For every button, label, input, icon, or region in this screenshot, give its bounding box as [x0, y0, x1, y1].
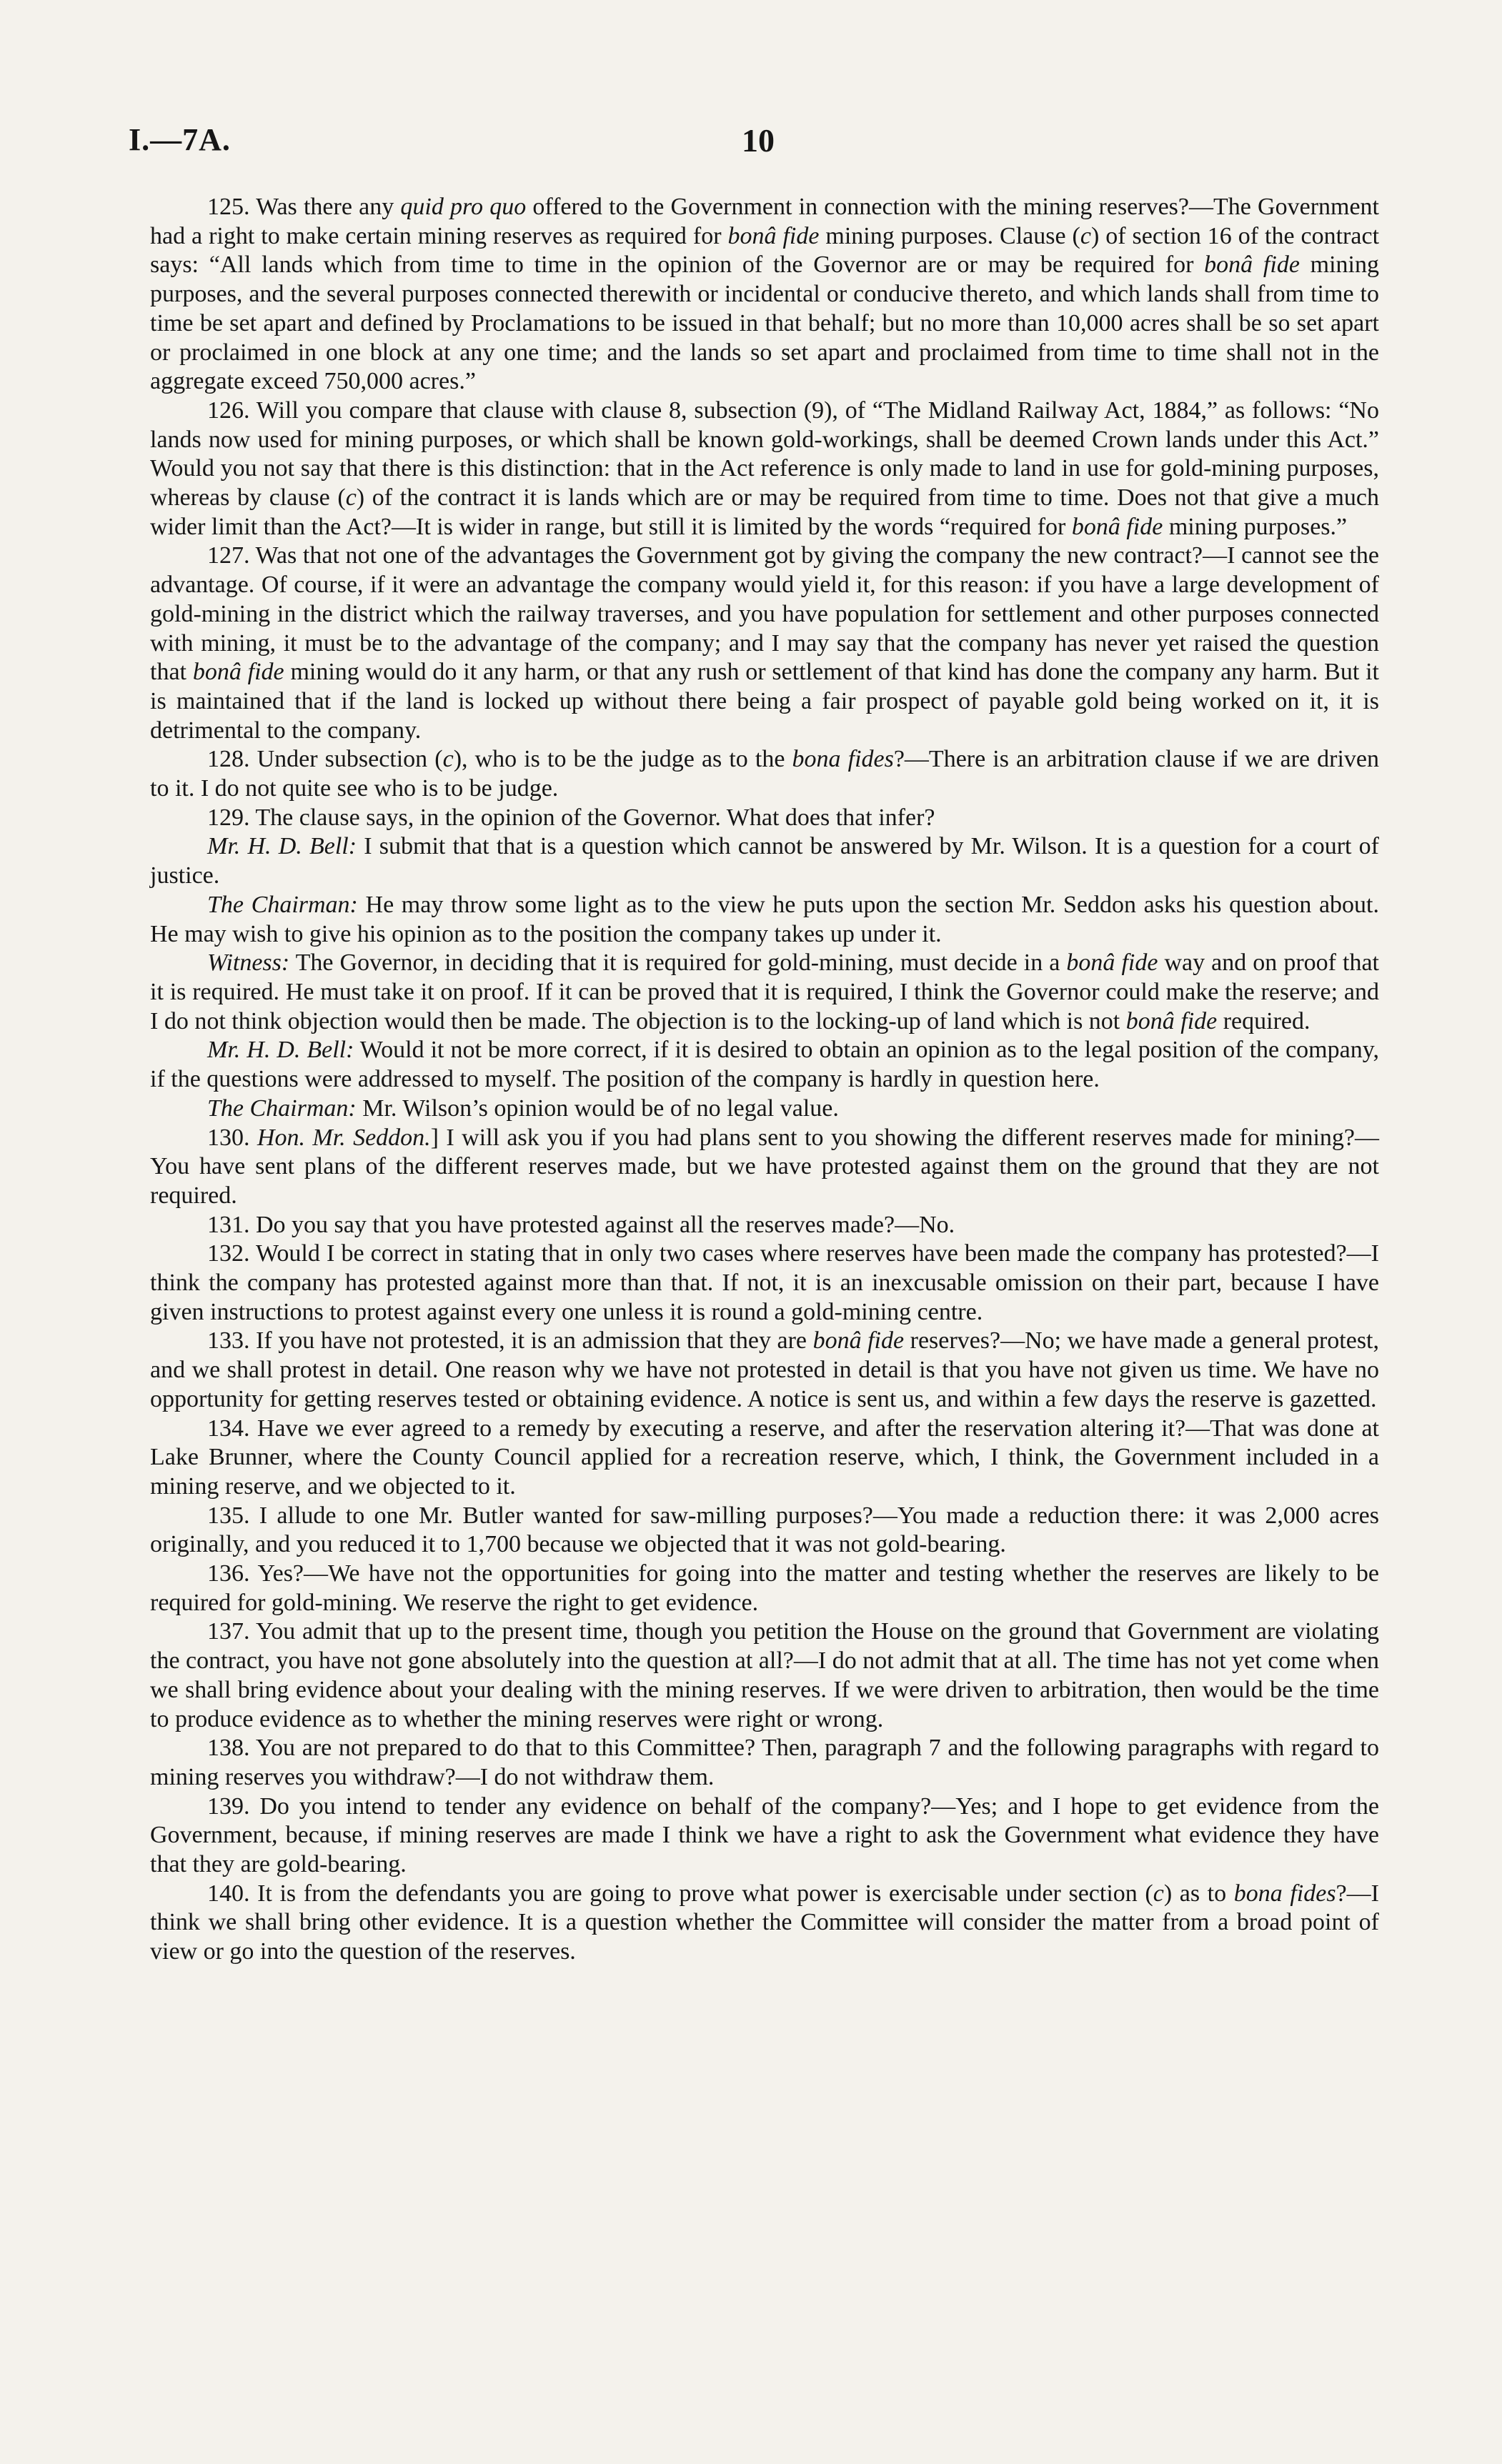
- paragraph-text: 133. If you have not protested, it is an admission that they are: [207, 1327, 813, 1355]
- paragraph: [150, 832, 1379, 890]
- paragraph-text: reserves?—No; we have made a general protest, and we shall protest in detail. One reason why we have not protested in detail is that you have not given us time. We have no opportunity for getting reserves tested or obtaining evidence. A notice is sent us, and within a few days the reserve is gazetted.: [150, 1327, 1380, 1412]
- paragraph-text: ) of section 16 of the contract says: “All lands which from time to time in the opinion of the Governor are or may be required for: [150, 222, 1380, 279]
- italic-text: bonâ fide: [192, 659, 284, 686]
- paragraph: [150, 1792, 1379, 1880]
- paragraph-text: ) as to: [1163, 1880, 1234, 1907]
- italic-text: bonâ fide: [812, 1327, 905, 1355]
- italic-text: bonâ fide: [1066, 949, 1158, 977]
- paragraph-text: offered to the Government in connection with the mining reserves?—The Government had a right to make certain mining reserves as required for: [150, 194, 1379, 249]
- paragraph-text: 127. Was that not one of the advantages the Government got by giving the company the new contract?—I cannot see the advantage. Of course, if it were an advantage the company would yield it, for this reason: if you have a large development of gold-mining in the district which the railway traverses, and you have population for settlement and other purposes connected with mining, it must be to the advantage of the company; and I may say that the company has never yet raised the question that: [150, 542, 1379, 686]
- paragraph-text: 137. You admit that up to the present time, though you petition the House on the ground that Government are violating the contract, you have not gone absolutely into the question at all?—I do not admit that at all. The time has not yet come when we shall bring evidence about your dealing with the mining reserves. If we were driven to arbitration, then would be the time to produce evidence as to whether the mining reserves were right or wrong.: [150, 1618, 1379, 1732]
- paragraph: [150, 745, 1379, 803]
- evidence-text: [150, 193, 1379, 1967]
- paragraph-text: 132. Would I be correct in stating that in only two cases where reserves have been made the company has protested?—I think the company has protested against more than that. If not, it is an inexcusable omission on their part, because I have given instructions to protest against every one unless it is round a gold-mining centre.: [150, 1240, 1379, 1325]
- italic-text: The Chairman:: [207, 891, 358, 918]
- paragraph-text: 135. I allude to one Mr. Butler wanted for saw-milling purposes?—You made a reduction there: it was 2,000 acres originally, and you reduced it to 1,700 because we objected that it was not gold-bearing.: [150, 1502, 1379, 1558]
- paragraph: [150, 1094, 1379, 1124]
- paragraph-text: The Governor, in deciding that it is required for gold-mining, must decide in a: [289, 949, 1067, 977]
- paragraph-text: way and on proof that it is required. He must take it on proof. If it can be proved that it is required, I think the Governor could make the reserve; and I do not think objection would then be made. The objection is to the locking-up of land which is not: [150, 949, 1379, 1034]
- paragraph-text: 136. Yes?—We have not the opportunities for going into the matter and testing whether the reserves are likely to be required for gold-mining. We reserve the right to get evidence.: [150, 1560, 1379, 1616]
- italic-text: c: [1080, 222, 1091, 249]
- italic-text: bonâ fide: [727, 222, 820, 249]
- paragraph-text: mining purposes.”: [1163, 513, 1348, 540]
- italic-text: Hon. Mr. Seddon.: [257, 1124, 431, 1151]
- paragraph-text: ?—There is an arbitration clause if we are driven to it. I do not quite see who is to be judge.: [150, 746, 1380, 802]
- paragraph-text: 138. You are not prepared to do that to this Committee? Then, paragraph 7 and the following paragraphs with regard to mining reserves you withdraw?—I do not withdraw them.: [150, 1735, 1379, 1790]
- italic-text: Mr. H. D. Bell:: [207, 1037, 354, 1064]
- paragraph-text: 140. It is from the defendants you are going to prove what power is exercisable under section (: [207, 1880, 1153, 1907]
- paragraph: [150, 542, 1379, 745]
- paragraph: [150, 1327, 1379, 1414]
- paragraph: [150, 1560, 1379, 1617]
- paragraph: [150, 1415, 1379, 1502]
- italic-text: quid pro quo: [400, 194, 527, 220]
- paragraph-text: 129. The clause says, in the opinion of the Governor. What does that infer?: [207, 804, 935, 831]
- paragraph: [150, 1211, 1379, 1240]
- italic-text: The Chairman:: [207, 1094, 357, 1122]
- paragraph-text: mining purposes. Clause (: [819, 222, 1080, 249]
- italic-text: bonâ fide: [1125, 1007, 1218, 1034]
- page-number: 10: [742, 122, 775, 159]
- paragraph: [150, 1880, 1379, 1967]
- italic-text: bona fides: [1233, 1880, 1336, 1907]
- paragraph: [150, 193, 1379, 396]
- paragraph-text: Mr. Wilson’s opinion would be of no legal value.: [356, 1094, 839, 1122]
- italic-text: Mr. H. D. Bell:: [207, 833, 357, 860]
- paragraph: [150, 1124, 1379, 1211]
- paragraph: [150, 804, 1379, 833]
- paragraph-text: mining purposes, and the several purposes connected therewith or incidental or conducive thereto, and which lands shall from time to time be set apart and defined by Proclamations to be issued in that behalf; but no more than 10,000 acres shall be so set apart or proclaimed in one block at any one time; and the lands so set apart and proclaimed from time to time shall not in the aggregate exceed 750,000 acres.”: [150, 251, 1379, 395]
- paragraph: [150, 1617, 1379, 1734]
- paragraph-text: I submit that that is a question which cannot be answered by Mr. Wilson. It is a question for a court of justice.: [150, 833, 1379, 889]
- document-reference: I.—7A.: [129, 122, 231, 157]
- paragraph: [150, 891, 1379, 949]
- paragraph: [150, 1240, 1379, 1327]
- paragraph-text: 130.: [207, 1124, 257, 1151]
- italic-text: c: [1153, 1880, 1164, 1907]
- paragraph-text: 128. Under subsection (: [207, 746, 443, 773]
- italic-text: bonâ fide: [1071, 513, 1163, 540]
- paragraph-text: required.: [1217, 1007, 1310, 1034]
- paragraph-text: 131. Do you say that you have protested against all the reserves made?—No.: [207, 1211, 955, 1238]
- paragraph-text: He may throw some light as to the view he puts upon the section Mr. Seddon asks his question about. He may wish to give his opinion as to the position the company takes up under it.: [150, 891, 1379, 947]
- paragraph: [150, 1502, 1379, 1560]
- paragraph-text: 125. Was there any: [207, 194, 401, 220]
- paragraph-text: mining would do it any harm, or that any rush or settlement of that kind has done the company any harm. But it is maintained that if the land is locked up without there being a fair prospect of payable gold being worked on it, it is detrimental to the company.: [150, 659, 1380, 744]
- italic-text: Witness:: [207, 949, 290, 977]
- paragraph-text: 139. Do you intend to tender any evidence on behalf of the company?—Yes; and I hope to get evidence from the Government, because, if mining reserves are made I think we have a right to ask the Government what evidence they have that they are gold-bearing.: [150, 1792, 1379, 1878]
- italic-text: c: [442, 746, 454, 773]
- italic-text: bona fides: [792, 746, 894, 773]
- paragraph: [150, 949, 1379, 1036]
- paragraph: [150, 1734, 1379, 1792]
- italic-text: bonâ fide: [1204, 251, 1300, 279]
- page-header: [0, 121, 1502, 164]
- paragraph: [150, 396, 1379, 542]
- paragraph-text: ?—I think we shall bring other evidence. It is a question whether the Committee will consider the matter from a broad point of view or go into the question of the reserves.: [150, 1880, 1379, 1965]
- paragraph-text: ) of the contract it is lands which are or may be required from time to time. Does not that give a much wider limit than the Act?—It is wider in range, but still it is limited by the words “required for: [150, 484, 1379, 540]
- paragraph-text: ), who is to be the judge as to the: [453, 746, 792, 773]
- paragraph-text: 134. Have we ever agreed to a remedy by executing a reserve, and after the reservation altering it?—That was done at Lake Brunner, where the County Council applied for a recreation reserve, which, I think, the Government included in a mining reserve, and we objected to it.: [150, 1415, 1379, 1500]
- paragraph-text: 126. Will you compare that clause with clause 8, subsection (9), of “The Midland Railway Act, 1884,” as follows: “No lands now used for mining purposes, or which shall be known gold-workings, shall be deemed Crown lands under this Act.” Would you not say that there is this distinction: that in the Act reference is only made to land in use for gold-mining purposes, whereas by clause (: [150, 396, 1379, 512]
- paragraph-text: Would it not be more correct, if it is desired to obtain an opinion as to the legal position of the company, if the questions were addressed to myself. The position of the company is hardly in question here.: [150, 1037, 1380, 1093]
- paragraph: [150, 1036, 1379, 1094]
- italic-text: c: [345, 484, 357, 512]
- paragraph-text: ] I will ask you if you had plans sent to you showing the different reserves made for mining?—You have sent plans of the different reserves made, but we have protested against them on the ground that they are not required.: [150, 1124, 1380, 1209]
